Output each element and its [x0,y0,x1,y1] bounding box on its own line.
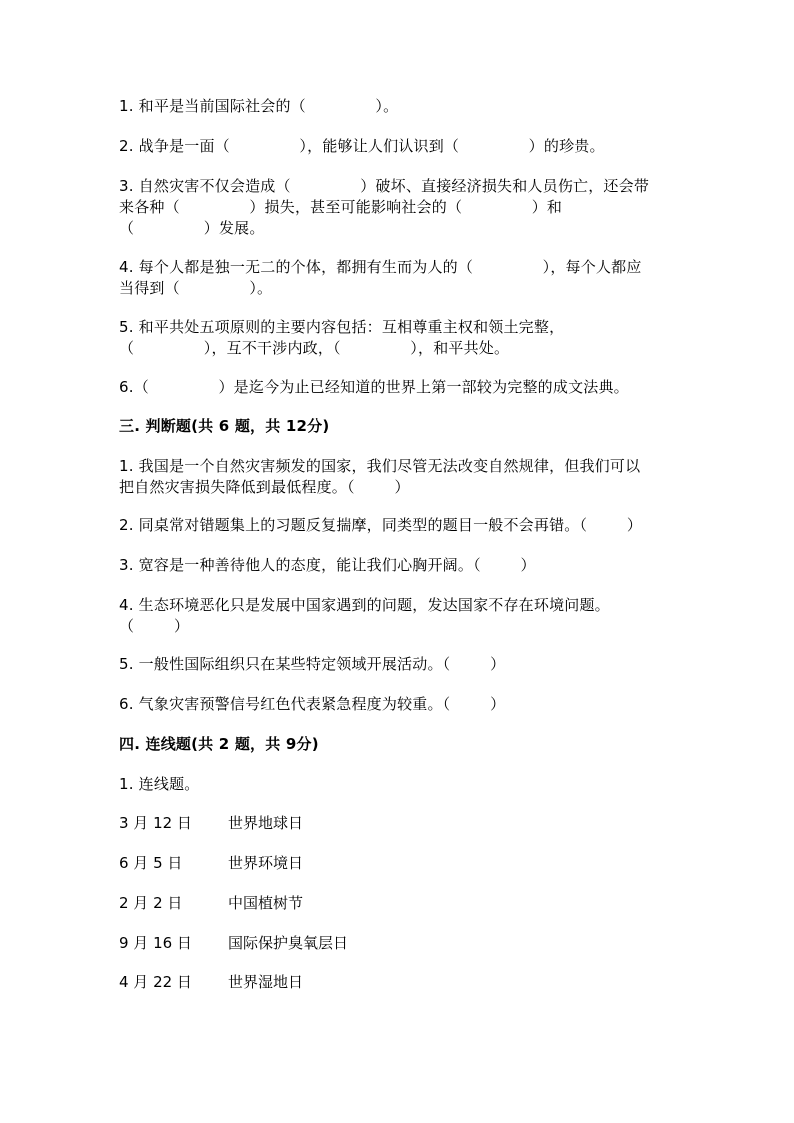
match-event: 世界地球日 [228,814,304,832]
judge-q2-line1: 2. 同桌常对错题集上的习题反复揣摩，同类型的题目一般不会再错。（ ） [119,516,643,534]
fill-q3-line1: 3. 自然灾害不仅会造成（ ）破坏、直接经济损失和人员伤亡，还会带 [119,177,650,195]
judge-q4-line1: 4. 生态环境恶化只是发展中国家遇到的问题，发达国家不存在环境问题。 [119,596,610,614]
fill-q2-line1: 2. 战争是一面（ ），能够让人们认识到（ ）的珍贵。 [119,137,605,155]
fill-q3-line3: （ ）发展。 [119,219,265,237]
fill-q6-line1: 6.（ ）是迄今为止已经知道的世界上第一部较为完整的成文法典。 [119,378,629,396]
judge-q1-line1: 1. 我国是一个自然灾害频发的国家，我们尽管无法改变自然规律，但我们可以 [119,457,641,475]
judge-q3-line1: 3. 宽容是一种善待他人的态度，能让我们心胸开阔。（ ） [119,556,536,574]
fill-q5-line1: 5. 和平共处五项原则的主要内容包括：互相尊重主权和领土完整， [119,318,565,336]
section-heading-judgment: 三. 判断题(共 6 题，共 12分) [119,417,330,435]
judge-q6-line1: 6. 气象灾害预警信号红色代表紧急程度为较重。（ ） [119,695,506,713]
match-event: 国际保护臭氧层日 [228,934,349,952]
match-date: 6 月 5 日 [119,854,183,872]
fill-q1-line1: 1. 和平是当前国际社会的（ ）。 [119,97,399,115]
fill-q4-line1: 4. 每个人都是独一无二的个体，都拥有生而为人的（ ），每个人都应 [119,258,642,276]
fill-q5-line2: （ ），互不干涉内政，（ ），和平共处。 [119,339,510,357]
section-heading-matching: 四. 连线题(共 2 题，共 9分) [119,735,319,753]
judge-q5-line1: 5. 一般性国际组织只在某些特定领域开展活动。（ ） [119,655,506,673]
fill-q3-line2: 来各种（ ）损失，甚至可能影响社会的（ ）和 [119,198,563,216]
match-date: 3 月 12 日 [119,814,192,832]
match-date: 2 月 2 日 [119,894,183,912]
fill-q4-line2: 当得到（ ）。 [119,279,273,297]
match-event: 中国植树节 [228,894,304,912]
match-date: 9 月 16 日 [119,934,192,952]
match-event: 世界湿地日 [228,973,304,991]
match-date: 4 月 22 日 [119,973,192,991]
match-question: 1. 连线题。 [119,775,200,793]
judge-q4-line2: （ ） [119,617,190,635]
match-event: 世界环境日 [228,854,304,872]
judge-q1-line2: 把自然灾害损失降低到最低程度。（ ） [119,478,410,496]
